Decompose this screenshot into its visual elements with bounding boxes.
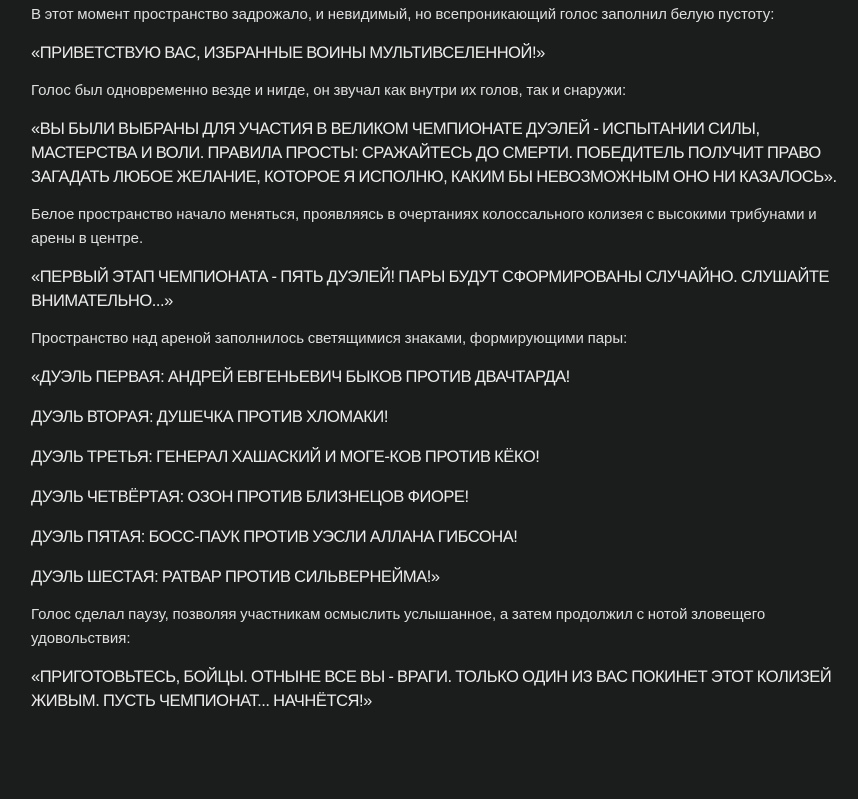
duel-announcement: ДУЭЛЬ ЧЕТВЁРТАЯ: ОЗОН ПРОТИВ БЛИЗНЕЦОВ ФИОРЕ! [31,488,469,506]
voice-speech-paragraph: «ПЕРВЫЙ ЭТАП ЧЕМПИОНАТА - ПЯТЬ ДУЭЛЕЙ! ПАРЫ БУДУТ СФОРМИРОВАНЫ СЛУЧАЙНО. СЛУШАЙТЕ ВНИМАТЕЛЬНО...» [31,268,830,310]
voice-speech-paragraph: «ВЫ БЫЛИ ВЫБРАНЫ ДЛЯ УЧАСТИЯ В ВЕЛИКОМ ЧЕМПИОНАТЕ ДУЭЛЕЙ - ИСПЫТАНИИ СИЛЫ, МАСТЕРСТВА И ВОЛИ. ПРАВИЛА ПРОСТЫ: СРАЖАЙТЕСЬ ДО СМЕРТИ. ПОБЕДИТЕЛЬ ПОЛУЧИТ ПРАВО ЗАГАДАТЬ ЛЮБОЕ ЖЕЛАНИЕ, КОТОРОЕ Я ИСПОЛНЮ, КАКИМ БЫ НЕВОЗМОЖНЫМ ОНО НИ КАЗАЛОСЬ». [31,120,837,186]
duel-announcement: «ДУЭЛЬ ПЕРВАЯ: АНДРЕЙ ЕВГЕНЬЕВИЧ БЫКОВ ПРОТИВ ДВАЧТАРДА! [31,368,570,386]
narration-paragraph: Голос сделал паузу, позволяя участникам осмыслить услышанное, а затем продолжил с нотой зловещего удовольствия: [31,606,766,647]
narration-paragraph: Белое пространство начало меняться, проявляясь в очертаниях колоссального колизея с высокими трибунами и арены в центре. [31,206,817,247]
narration-paragraph: Пространство над ареной заполнилось светящимися знаками, формирующими пары: [31,330,628,347]
duel-announcement: ДУЭЛЬ ПЯТАЯ: БОСС-ПАУК ПРОТИВ УЭСЛИ АЛЛАНА ГИБСОНА! [31,528,518,546]
voice-speech-paragraph: «ПРИГОТОВЬТЕСЬ, БОЙЦЫ. ОТНЫНЕ ВСЕ ВЫ - ВРАГИ. ТОЛЬКО ОДИН ИЗ ВАС ПОКИНЕТ ЭТОТ КОЛИЗЕЙ ЖИВЫМ. ПУСТЬ ЧЕМПИОНАТ... НАЧНЁТСЯ!» [31,668,832,710]
voice-speech-paragraph: «ПРИВЕТСТВУЮ ВАС, ИЗБРАННЫЕ ВОИНЫ МУЛЬТИВСЕЛЕННОЙ!» [31,44,545,62]
narration-paragraph: Голос был одновременно везде и нигде, он звучал как внутри их голов, так и снаружи: [31,82,627,99]
narration-paragraph: В этот момент пространство задрожало, и невидимый, но всепроникающий голос заполнил белую пустоту: [31,6,775,23]
duel-announcement: ДУЭЛЬ ШЕСТАЯ: РАТВАР ПРОТИВ СИЛЬВЕРНЕЙМА!» [31,568,440,586]
duel-announcement: ДУЭЛЬ ВТОРАЯ: ДУШЕЧКА ПРОТИВ ХЛОМАКИ! [31,408,388,426]
duel-announcement: ДУЭЛЬ ТРЕТЬЯ: ГЕНЕРАЛ ХАШАСКИЙ И МОГЕ-КОВ ПРОТИВ КЁКО! [31,448,540,466]
